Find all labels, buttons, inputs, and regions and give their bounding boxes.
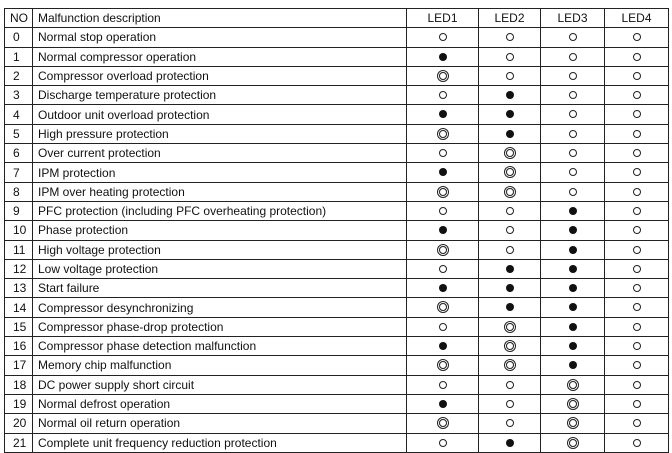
led3-cell [541,259,605,278]
led3-cell [541,66,605,85]
led2-cell [479,105,541,124]
led-on-icon [569,284,577,292]
led3-cell [541,433,605,452]
led1-cell [407,317,479,336]
table-row [5,394,669,413]
table-row [5,279,669,298]
led1-cell [407,337,479,356]
led-off-icon [633,130,641,138]
led-off-icon [633,400,641,408]
led1-cell [407,105,479,124]
row-number: 10 [5,221,33,240]
led-off-icon [506,246,514,254]
led-on-icon [439,284,447,292]
led4-cell [605,86,669,105]
led-off-icon [569,130,577,138]
led-flash-icon [569,419,577,427]
led-on-icon [439,226,447,234]
row-number: 8 [5,182,33,201]
row-number: 9 [5,201,33,220]
led-on-icon [506,303,514,311]
led-on-icon [569,246,577,254]
malfunction-description: Start failure [33,279,407,298]
row-number: 2 [5,66,33,85]
led-off-icon [569,188,577,196]
led-off-icon [439,149,447,157]
malfunction-description: Compressor desynchronizing [33,298,407,317]
led-off-icon [569,149,577,157]
led3-cell [541,105,605,124]
led-flash-icon [506,323,514,331]
led3-cell [541,201,605,220]
row-number: 0 [5,28,33,47]
table-row [5,356,669,375]
led3-cell [541,394,605,413]
table-row [5,124,669,143]
led1-cell [407,221,479,240]
led-off-icon [569,168,577,176]
led-off-icon [633,439,641,447]
led-off-icon [506,419,514,427]
led-off-icon [506,400,514,408]
row-number: 21 [5,433,33,452]
led-flash-icon [439,419,447,427]
row-number: 14 [5,298,33,317]
led-on-icon [506,284,514,292]
led4-cell [605,221,669,240]
led2-cell [479,66,541,85]
led1-cell [407,433,479,452]
malfunction-description: PFC protection (including PFC overheating protection) [33,201,407,220]
table-row [5,66,669,85]
led4-cell [605,298,669,317]
led-off-icon [439,439,447,447]
led2-cell [479,201,541,220]
led4-cell [605,394,669,413]
table-row [5,144,669,163]
led-on-icon [439,342,447,350]
led-off-icon [633,265,641,273]
led3-cell [541,163,605,182]
led1-cell [407,163,479,182]
led-off-icon [633,419,641,427]
led-flash-icon [506,342,514,350]
header-led4: LED4 [605,9,669,28]
row-number: 11 [5,240,33,259]
led-off-icon [506,72,514,80]
led4-cell [605,47,669,66]
led1-cell [407,356,479,375]
led-off-icon [569,72,577,80]
led-flash-icon [506,361,514,369]
led1-cell [407,394,479,413]
led3-cell [541,375,605,394]
row-number: 13 [5,279,33,298]
table-row [5,86,669,105]
led1-cell [407,66,479,85]
led2-cell [479,163,541,182]
led2-cell [479,414,541,433]
led-off-icon [506,33,514,41]
led1-cell [407,47,479,66]
led-off-icon [633,149,641,157]
table-row [5,375,669,394]
table-row [5,182,669,201]
led4-cell [605,317,669,336]
led2-cell [479,433,541,452]
led3-cell [541,221,605,240]
led4-cell [605,66,669,85]
led3-cell [541,317,605,336]
led-off-icon [439,265,447,273]
led-flash-icon [506,168,514,176]
row-number: 20 [5,414,33,433]
led-off-icon [633,207,641,215]
led1-cell [407,240,479,259]
table-row [5,47,669,66]
led2-cell [479,317,541,336]
led-on-icon [569,207,577,215]
led3-cell [541,144,605,163]
led2-cell [479,28,541,47]
led-off-icon [633,188,641,196]
header-led2: LED2 [479,9,541,28]
led4-cell [605,240,669,259]
led3-cell [541,28,605,47]
led-off-icon [439,207,447,215]
led-flash-icon [439,246,447,254]
led4-cell [605,433,669,452]
malfunction-description: Normal defrost operation [33,394,407,413]
malfunction-description: IPM over heating protection [33,182,407,201]
led2-cell [479,86,541,105]
led-on-icon [439,400,447,408]
led3-cell [541,414,605,433]
led-off-icon [633,284,641,292]
header-led3: LED3 [541,9,605,28]
malfunction-description: IPM protection [33,163,407,182]
malfunction-description: Normal compressor operation [33,47,407,66]
malfunction-description: Compressor overload protection [33,66,407,85]
table-row [5,337,669,356]
table-row [5,163,669,182]
led4-cell [605,279,669,298]
led2-cell [479,337,541,356]
led-flash-icon [506,149,514,157]
row-number: 17 [5,356,33,375]
led-off-icon [633,246,641,254]
led1-cell [407,28,479,47]
malfunction-description: High voltage protection [33,240,407,259]
table-row [5,298,669,317]
led-off-icon [633,91,641,99]
led1-cell [407,375,479,394]
led-off-icon [439,323,447,331]
led3-cell [541,337,605,356]
led4-cell [605,163,669,182]
table-row [5,317,669,336]
led-flash-icon [439,188,447,196]
led4-cell [605,356,669,375]
malfunction-description: High pressure protection [33,124,407,143]
led1-cell [407,259,479,278]
led-flash-icon [569,400,577,408]
led-off-icon [506,207,514,215]
led2-cell [479,240,541,259]
led2-cell [479,298,541,317]
led4-cell [605,28,669,47]
led4-cell [605,259,669,278]
led3-cell [541,86,605,105]
led-flash-icon [439,130,447,138]
table-row [5,28,669,47]
led-on-icon [569,226,577,234]
row-number: 5 [5,124,33,143]
table-row [5,105,669,124]
led-off-icon [633,342,641,350]
led1-cell [407,201,479,220]
table-body [5,28,669,453]
led1-cell [407,182,479,201]
led-flash-icon [439,72,447,80]
led-flash-icon [439,361,447,369]
table-row [5,201,669,220]
led-off-icon [633,168,641,176]
malfunction-description: Phase protection [33,221,407,240]
led-off-icon [633,303,641,311]
led-off-icon [569,91,577,99]
led-off-icon [633,110,641,118]
led1-cell [407,298,479,317]
malfunction-description: Compressor phase-drop protection [33,317,407,336]
led-off-icon [633,72,641,80]
led4-cell [605,414,669,433]
led-on-icon [569,323,577,331]
led-on-icon [506,439,514,447]
led4-cell [605,144,669,163]
led-on-icon [506,130,514,138]
led4-cell [605,337,669,356]
led-off-icon [633,323,641,331]
led-off-icon [569,110,577,118]
led-off-icon [506,226,514,234]
led-off-icon [569,33,577,41]
row-number: 4 [5,105,33,124]
led4-cell [605,182,669,201]
malfunction-description: Complete unit frequency reduction protection [33,433,407,452]
table-row [5,221,669,240]
malfunction-description: Compressor phase detection malfunction [33,337,407,356]
led2-cell [479,124,541,143]
table-row [5,259,669,278]
malfunction-description: Outdoor unit overload protection [33,105,407,124]
led-on-icon [569,303,577,311]
row-number: 1 [5,47,33,66]
led2-cell [479,375,541,394]
led4-cell [605,201,669,220]
table-row [5,433,669,452]
led2-cell [479,394,541,413]
row-number: 3 [5,86,33,105]
led-off-icon [439,33,447,41]
led-off-icon [633,361,641,369]
malfunction-description: Memory chip malfunction [33,356,407,375]
led-on-icon [439,53,447,61]
led3-cell [541,47,605,66]
led3-cell [541,356,605,375]
table-row [5,240,669,259]
led-on-icon [506,265,514,273]
led1-cell [407,144,479,163]
led3-cell [541,240,605,259]
malfunction-description: Discharge temperature protection [33,86,407,105]
row-number: 15 [5,317,33,336]
led-off-icon [633,226,641,234]
led2-cell [479,221,541,240]
row-number: 7 [5,163,33,182]
led-off-icon [439,91,447,99]
led-on-icon [506,91,514,99]
led3-cell [541,182,605,201]
led2-cell [479,144,541,163]
led-flash-icon [506,188,514,196]
led2-cell [479,182,541,201]
led-on-icon [569,265,577,273]
led1-cell [407,279,479,298]
led-off-icon [633,381,641,389]
led-off-icon [569,53,577,61]
led-on-icon [569,342,577,350]
led1-cell [407,124,479,143]
led2-cell [479,47,541,66]
led-off-icon [439,381,447,389]
led-flash-icon [439,303,447,311]
malfunction-description: DC power supply short circuit [33,375,407,394]
led1-cell [407,414,479,433]
malfunction-description: Low voltage protection [33,259,407,278]
led-off-icon [506,381,514,389]
led-on-icon [439,168,447,176]
led-flash-icon [569,381,577,389]
led2-cell [479,279,541,298]
led4-cell [605,124,669,143]
led3-cell [541,279,605,298]
led-on-icon [569,361,577,369]
led-off-icon [633,33,641,41]
led-off-icon [506,53,514,61]
led4-cell [605,105,669,124]
row-number: 6 [5,144,33,163]
header-no: NO [5,9,33,28]
led1-cell [407,86,479,105]
led4-cell [605,375,669,394]
led2-cell [479,356,541,375]
header-row [5,9,669,28]
led3-cell [541,298,605,317]
table-row [5,414,669,433]
malfunction-description: Normal stop operation [33,28,407,47]
malfunction-description: Over current protection [33,144,407,163]
led3-cell [541,124,605,143]
malfunction-description: Normal oil return operation [33,414,407,433]
led-flash-icon [569,439,577,447]
row-number: 19 [5,394,33,413]
led2-cell [479,259,541,278]
led-on-icon [506,110,514,118]
row-number: 12 [5,259,33,278]
row-number: 16 [5,337,33,356]
header-description: Malfunction description [33,9,407,28]
led-off-icon [633,53,641,61]
row-number: 18 [5,375,33,394]
malfunction-led-table [4,8,669,453]
led-on-icon [439,110,447,118]
header-led1: LED1 [407,9,479,28]
